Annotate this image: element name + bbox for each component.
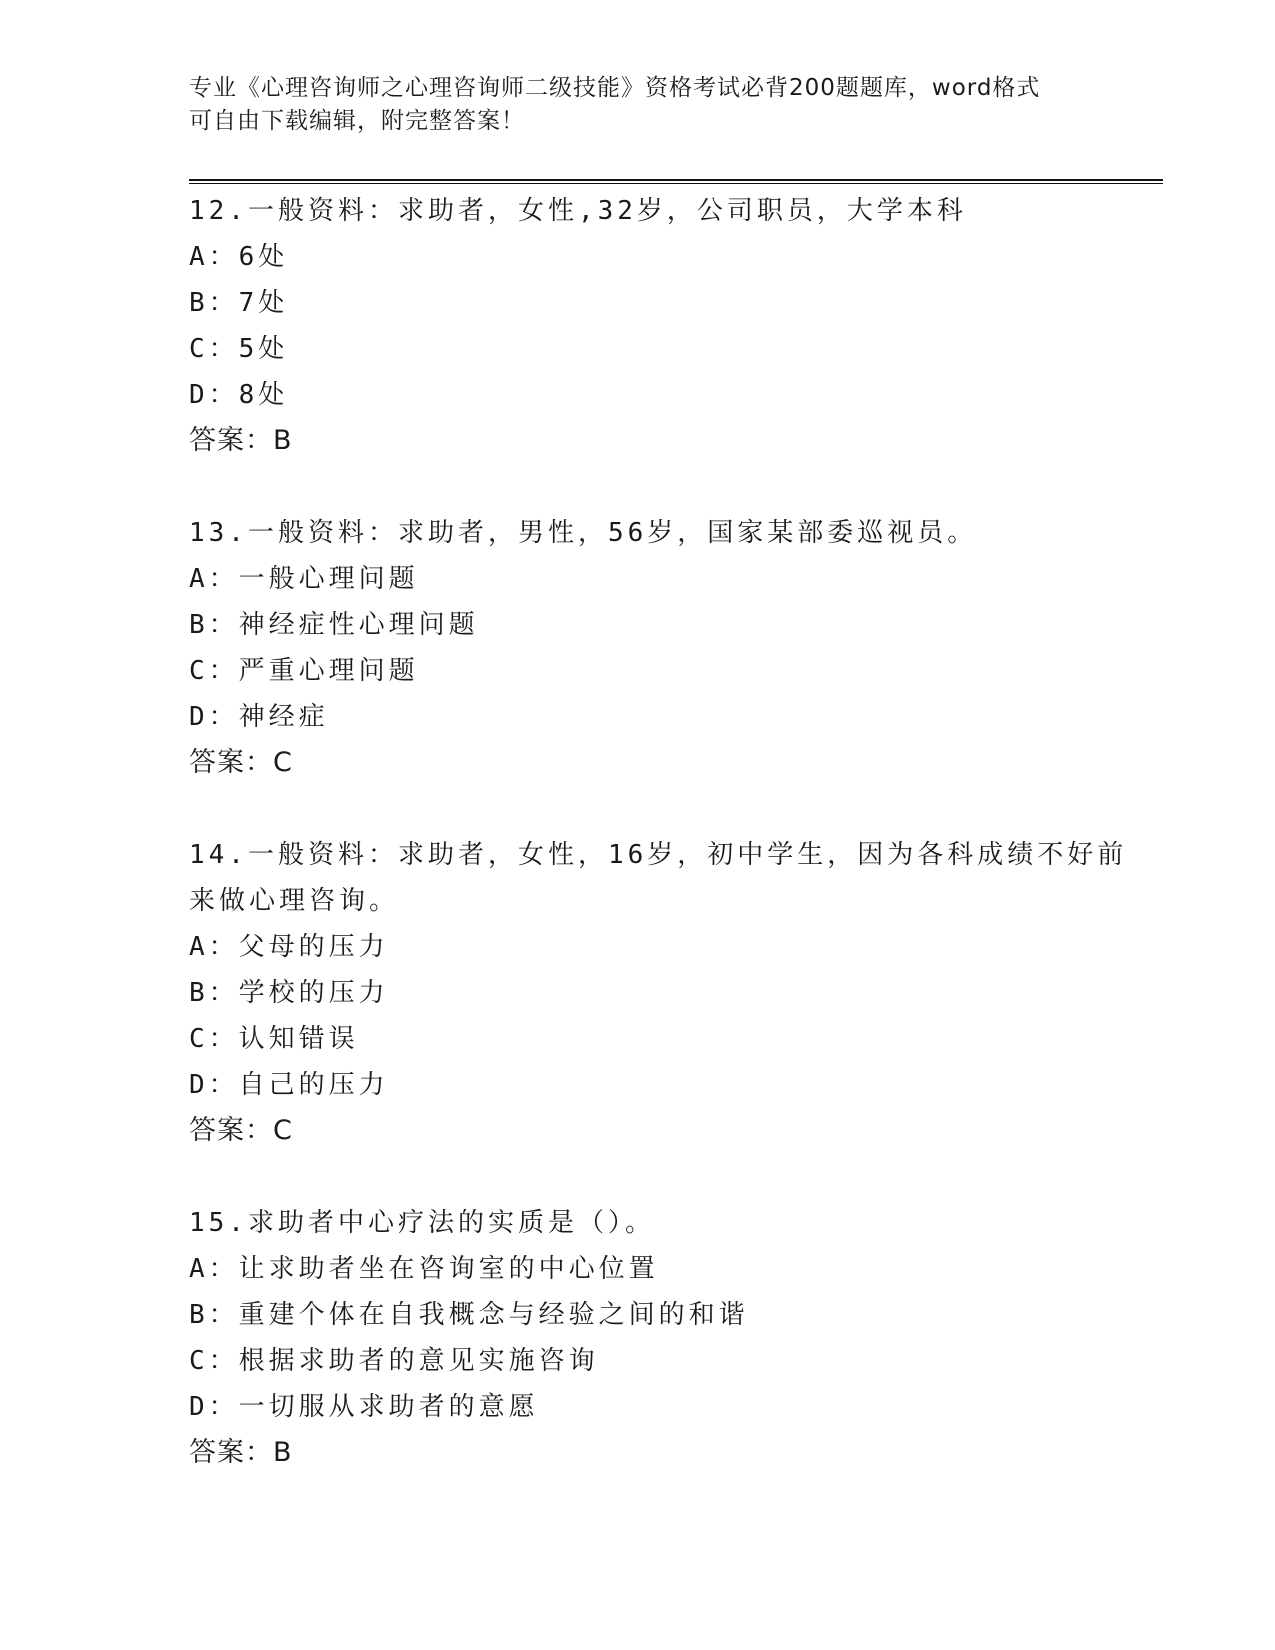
question-stem: 15.求助者中心疗法的实质是（）。	[189, 1208, 655, 1238]
option-c: C：根据求助者的意见实施咨询	[189, 1346, 599, 1376]
option-a: A：让求助者坐在咨询室的中心位置	[189, 1254, 659, 1284]
option-c: C：认知错误	[189, 1024, 359, 1054]
header-line-2: 可自由下载编辑，附完整答案！	[189, 108, 525, 134]
option-b: B：神经症性心理问题	[189, 610, 479, 640]
question-stem-continued: 来做心理咨询。	[189, 886, 400, 916]
question-stem: 14.一般资料：求助者，女性，16岁，初中学生，因为各科成绩不好前	[189, 840, 1128, 870]
question-13	[189, 510, 1089, 786]
question-12	[189, 188, 1089, 464]
answer-line: 答案：C	[189, 747, 293, 778]
option-a: A：父母的压力	[189, 932, 389, 962]
option-d: D：神经症	[189, 702, 329, 732]
option-a: A：6处	[189, 242, 289, 272]
question-stem: 12.一般资料：求助者，女性,32岁，公司职员，大学本科	[189, 196, 967, 226]
document-header	[189, 72, 1079, 138]
question-14	[189, 832, 1128, 1154]
answer-line: 答案：B	[189, 425, 293, 456]
answer-line: 答案：C	[189, 1115, 293, 1146]
header-line-1: 专业《心理咨询师之心理咨询师二级技能》资格考试必背200题题库，word格式	[189, 75, 1041, 101]
option-b: B：学校的压力	[189, 978, 389, 1008]
question-15	[189, 1200, 1089, 1476]
option-d: D：自己的压力	[189, 1070, 389, 1100]
option-b: B：7处	[189, 288, 289, 318]
option-b: B：重建个体在自我概念与经验之间的和谐	[189, 1300, 749, 1330]
header-divider	[189, 179, 1163, 184]
question-list	[189, 188, 1128, 1522]
option-d: D：一切服从求助者的意愿	[189, 1392, 539, 1422]
option-d: D：8处	[189, 380, 289, 410]
option-c: C：5处	[189, 334, 289, 364]
answer-line: 答案：B	[189, 1437, 293, 1468]
option-a: A：一般心理问题	[189, 564, 419, 594]
question-stem: 13.一般资料：求助者，男性，56岁，国家某部委巡视员。	[189, 518, 978, 548]
option-c: C：严重心理问题	[189, 656, 419, 686]
